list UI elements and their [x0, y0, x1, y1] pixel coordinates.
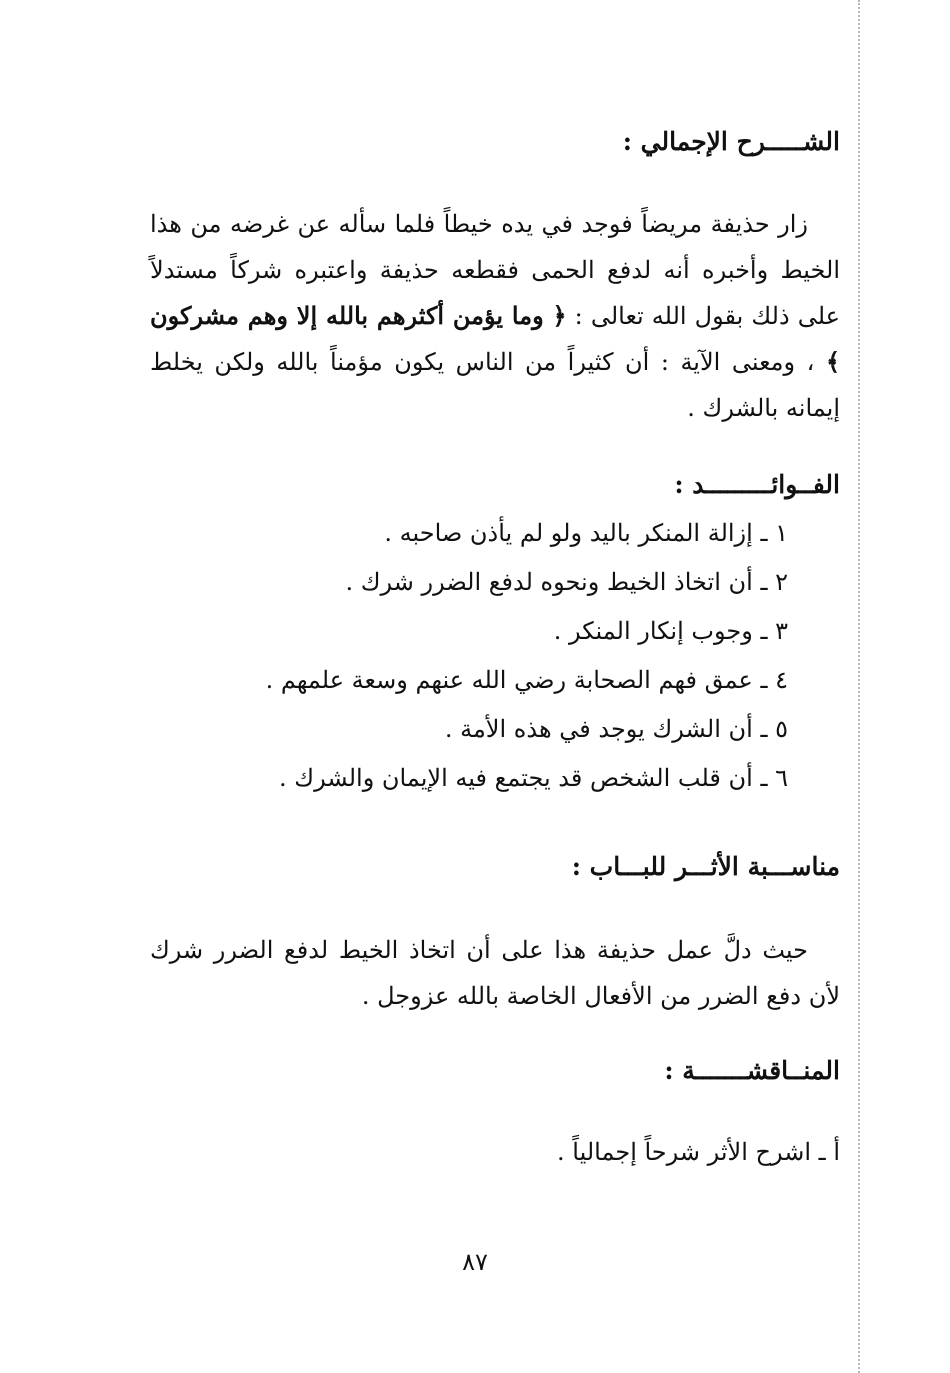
book-page	[150, 100, 840, 1300]
relevance-paragraph: حيث دلَّ عمل حذيفة هذا على أن اتخاذ الخيط لدفع الضرر شرك لأن دفع الضرر من الأفعال الخاصة بالله عزوجل .	[150, 936, 840, 1010]
discussion-heading: المنــاقشـــــــة :	[664, 1056, 840, 1085]
summary-intro: زار حذيفة مريضاً فوجد في يده خيطاً فلما سأله عن غرضه من هذا الخيط وأخبره أنه لدفع الحمى فقطعه حذيفة واعتبره شركاً مستدلاً على ذلك بقول الله تعالى :	[150, 210, 840, 330]
list-item: ١ ـ إزالة المنكر باليد ولو لم يأذن صاحبه .	[384, 519, 788, 547]
list-item: ٣ ـ وجوب إنكار المنكر .	[553, 617, 788, 645]
page-number: ٨٧	[462, 1248, 488, 1276]
list-item: ٦ ـ أن قلب الشخص قد يجتمع فيه الإيمان والشرك .	[279, 764, 788, 792]
benefits-heading: الفــوائـــــــــد :	[674, 470, 840, 499]
relevance-heading: مناســـبة الأثـــر للبـــاب :	[571, 852, 840, 881]
list-item: ٥ ـ أن الشرك يوجد في هذه الأمة .	[444, 715, 788, 743]
summary-heading: الشـــــرح الإجمالي :	[622, 127, 840, 156]
summary-rest: ، ومعنى الآية : أن كثيراً من الناس يكون مؤمناً بالله ولكن يخلط إيمانه بالشرك .	[150, 348, 840, 422]
discussion-question: أ ـ اشرح الأثر شرحاً إجمالياً .	[557, 1138, 840, 1166]
page-edge-dots	[858, 0, 860, 1373]
quran-verse: ﴿ وما يؤمن أكثرهم بالله إلا وهم مشركون ﴾	[150, 301, 840, 376]
benefits-list	[150, 509, 840, 803]
list-item: ٤ ـ عمق فهم الصحابة رضي الله عنهم وسعة علمهم .	[265, 666, 788, 694]
list-item: ٢ ـ أن اتخاذ الخيط ونحوه لدفع الضرر شرك .	[345, 568, 788, 596]
summary-paragraph	[150, 201, 840, 431]
